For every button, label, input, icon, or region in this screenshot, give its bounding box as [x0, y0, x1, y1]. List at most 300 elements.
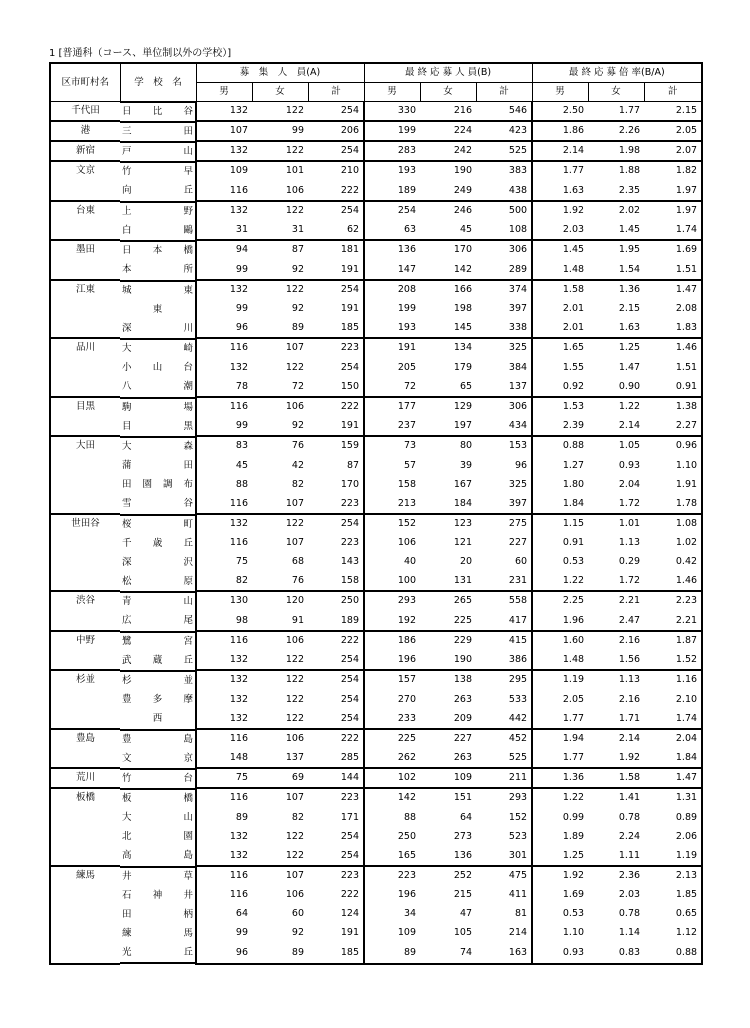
ratio-total: 0.96 — [644, 436, 702, 456]
capacity-male: 116 — [196, 631, 252, 651]
school-name — [120, 768, 195, 788]
capacity-female: 107 — [252, 338, 308, 358]
applicants-male: 237 — [364, 417, 420, 437]
header-group-a: 募 集 人 員(A) — [196, 63, 364, 83]
table-row — [50, 358, 702, 377]
capacity-male: 132 — [196, 201, 252, 221]
ratio-female: 1.01 — [588, 514, 644, 534]
capacity-total: 254 — [340, 361, 360, 373]
ratio-male: 1.22 — [532, 788, 588, 808]
capacity-male: 116 — [196, 788, 252, 808]
ratio-female: 1.11 — [618, 849, 641, 861]
school-name-char: 深 — [122, 322, 132, 334]
school-name-char: 田 — [183, 460, 193, 471]
ratio-male: 0.93 — [532, 943, 588, 964]
ratio-total: 2.06 — [644, 827, 702, 846]
capacity-total: 254 — [308, 201, 364, 221]
school-name-char: 日 — [122, 106, 132, 117]
school-name-char: 早 — [183, 166, 193, 177]
table-row — [50, 709, 702, 729]
applicants-female: 167 — [453, 478, 473, 490]
header-group-b: 最 終 応 募 人 員(B) — [364, 63, 532, 83]
applicants-male: 199 — [364, 121, 420, 141]
capacity-total: 185 — [340, 322, 360, 333]
capacity-male: 94 — [196, 240, 252, 260]
school-name-char: 本 — [122, 264, 132, 275]
capacity-female: 122 — [252, 141, 308, 161]
applicants-total: 415 — [476, 631, 532, 651]
capacity-male: 132 — [196, 690, 252, 709]
school-name — [120, 141, 195, 161]
school-name-char: 松 — [122, 575, 132, 587]
ratio-male: 1.77 — [532, 161, 588, 181]
school-name — [120, 905, 195, 924]
ratio-male: 1.84 — [532, 494, 588, 514]
ratio-female: 2.14 — [618, 420, 641, 431]
table-row — [50, 221, 702, 241]
school-name-char: 三 — [122, 126, 132, 137]
school-name — [120, 260, 195, 279]
ratio-female: 2.35 — [618, 184, 641, 196]
applicants-female: 184 — [453, 497, 473, 509]
applicants-total: 558 — [476, 591, 532, 611]
capacity-total: 222 — [308, 729, 364, 749]
table-row — [50, 161, 702, 181]
ratio-male: 2.01 — [532, 319, 588, 339]
applicants-female: 229 — [420, 631, 476, 651]
applicants-female: 273 — [453, 830, 473, 842]
ratio-total: 2.27 — [644, 417, 702, 437]
ratio-total: 2.04 — [644, 729, 702, 749]
ratio-total: 1.97 — [644, 181, 702, 201]
applicants-male: 73 — [364, 436, 420, 456]
applicants-male: 223 — [364, 866, 420, 886]
applicants-total: 386 — [508, 654, 528, 665]
ratio-male: 1.55 — [532, 358, 588, 377]
applicants-total: 546 — [476, 102, 532, 122]
ratio-total: 1.87 — [644, 631, 702, 651]
applicants-total: 325 — [508, 478, 528, 490]
applicants-female: 64 — [459, 811, 473, 823]
capacity-female: 106 — [252, 631, 308, 651]
school-name-char: 日 — [122, 245, 132, 256]
ratio-male: 1.15 — [532, 514, 588, 534]
school-name-char: 柄 — [183, 908, 193, 920]
ward-name — [50, 300, 120, 319]
school-name-char: 光 — [122, 946, 132, 958]
school-name-char: 野 — [183, 205, 193, 217]
school-name — [120, 827, 195, 846]
school-name — [120, 280, 195, 300]
capacity-female: 122 — [285, 712, 304, 724]
school-name — [120, 611, 195, 630]
capacity-male: 99 — [196, 260, 252, 280]
school-name-char: 原 — [183, 575, 193, 587]
capacity-total: 191 — [340, 927, 360, 938]
capacity-total: 254 — [340, 849, 360, 861]
table-row — [50, 631, 702, 651]
capacity-female: 122 — [252, 280, 308, 300]
school-name — [120, 300, 195, 319]
capacity-total: 124 — [340, 908, 360, 919]
ratio-male: 1.65 — [532, 338, 588, 358]
capacity-male: 132 — [196, 846, 252, 866]
header-total: 計 — [308, 83, 364, 102]
applicants-male: 34 — [364, 905, 420, 924]
ratio-male: 2.39 — [532, 417, 588, 437]
ratio-male: 0.88 — [532, 436, 588, 456]
ward-name — [50, 417, 120, 437]
ratio-total: 0.89 — [644, 808, 702, 827]
school-name-char: 山 — [152, 362, 163, 373]
applicants-male: 250 — [364, 827, 420, 846]
applicants-male: 100 — [364, 572, 420, 592]
table-body — [50, 102, 702, 964]
table-row — [50, 280, 702, 300]
ratio-male: 1.19 — [532, 670, 588, 690]
ratio-male: 0.91 — [532, 534, 588, 553]
applicants-female: 105 — [453, 927, 473, 938]
capacity-female: 42 — [291, 459, 304, 471]
applicants-female: 39 — [459, 459, 473, 471]
capacity-female: 122 — [285, 654, 304, 665]
capacity-total: 254 — [308, 280, 364, 300]
applicants-male: 262 — [364, 749, 420, 769]
school-name-char: 小 — [122, 362, 132, 373]
school-name-char: 白 — [122, 224, 132, 236]
ratio-male: 1.10 — [532, 924, 588, 943]
capacity-male: 116 — [196, 338, 252, 358]
ratio-total: 1.82 — [644, 161, 702, 181]
applicants-female: 47 — [459, 908, 473, 919]
school-name-char: 雪 — [122, 498, 132, 509]
ratio-male: 0.53 — [532, 905, 588, 924]
applicants-female: 227 — [420, 729, 476, 749]
applicants-male: 283 — [364, 141, 420, 161]
capacity-total: 223 — [308, 338, 364, 358]
capacity-male: 116 — [196, 181, 252, 201]
header-male: 男 — [196, 83, 252, 102]
school-name-char: 布 — [183, 479, 193, 490]
school-name — [120, 436, 195, 456]
ratio-female: 1.05 — [588, 436, 644, 456]
capacity-female: 122 — [252, 514, 308, 534]
capacity-female: 107 — [252, 866, 308, 886]
capacity-male: 75 — [196, 553, 252, 572]
school-name — [120, 338, 195, 358]
school-name-char: 潮 — [183, 381, 193, 392]
ratio-female: 1.72 — [618, 575, 641, 586]
table-row — [50, 514, 702, 534]
ratio-female: 2.21 — [588, 591, 644, 611]
capacity-total: 285 — [340, 752, 360, 763]
school-name — [120, 494, 195, 513]
school-name — [120, 709, 195, 728]
ratio-total: 1.74 — [644, 221, 702, 241]
capacity-female: 92 — [291, 420, 304, 431]
capacity-male: 78 — [196, 377, 252, 397]
capacity-female: 122 — [285, 849, 304, 861]
applicants-total: 374 — [476, 280, 532, 300]
school-name — [120, 161, 195, 181]
applicants-female: 225 — [453, 614, 473, 626]
capacity-total: 181 — [308, 240, 364, 260]
ratio-female: 1.58 — [588, 768, 644, 788]
ward-name: 墨田 — [50, 240, 120, 260]
ratio-total: 1.97 — [644, 201, 702, 221]
header-total: 計 — [644, 83, 702, 102]
table-row — [50, 141, 702, 161]
capacity-male: 107 — [196, 121, 252, 141]
capacity-male: 116 — [196, 729, 252, 749]
applicants-female: 109 — [420, 768, 476, 788]
ratio-total: 1.16 — [644, 670, 702, 690]
capacity-male: 99 — [196, 924, 252, 943]
table-row — [50, 886, 702, 905]
table-row — [50, 300, 702, 319]
ratio-male: 1.77 — [532, 749, 588, 769]
ratio-female: 1.88 — [588, 161, 644, 181]
table-row — [50, 729, 702, 749]
applicants-male: 213 — [364, 494, 420, 514]
ratio-total: 0.91 — [644, 377, 702, 397]
applicants-male: 40 — [364, 553, 420, 572]
school-name-char: 園 — [142, 479, 152, 490]
applicants-male: 158 — [364, 475, 420, 494]
ratio-female: 1.72 — [618, 497, 641, 509]
school-name-char: 板 — [122, 793, 132, 804]
capacity-total: 254 — [340, 830, 360, 842]
school-name-char: 山 — [183, 812, 193, 823]
capacity-total: 159 — [308, 436, 364, 456]
ratio-male: 1.53 — [532, 397, 588, 417]
school-name-char: 駒 — [122, 401, 132, 413]
table-row — [50, 260, 702, 280]
applicants-total: 525 — [508, 752, 528, 763]
school-name-char: 田 — [122, 908, 132, 920]
capacity-female: 101 — [252, 161, 308, 181]
ratio-female: 1.77 — [588, 102, 644, 122]
school-name-char: 本 — [152, 245, 163, 256]
school-name-char: 多 — [152, 694, 163, 705]
capacity-total: 87 — [346, 459, 360, 471]
ward-name: 中野 — [50, 631, 120, 651]
school-name-char: 場 — [183, 401, 193, 413]
applicants-female: 198 — [453, 303, 473, 314]
ward-name — [50, 943, 120, 964]
table-row — [50, 102, 702, 122]
applicants-total: 452 — [476, 729, 532, 749]
capacity-total: 222 — [308, 397, 364, 417]
school-name-char: 並 — [183, 675, 193, 686]
capacity-male: 64 — [196, 905, 252, 924]
applicants-total: 295 — [476, 670, 532, 690]
school-name-char: 八 — [122, 381, 132, 392]
ratio-total: 1.31 — [644, 788, 702, 808]
capacity-total: 191 — [340, 420, 360, 431]
applicants-female: 121 — [453, 537, 473, 548]
ratio-male: 2.01 — [532, 300, 588, 319]
school-name — [120, 572, 195, 591]
ratio-male: 1.25 — [532, 846, 588, 866]
capacity-female: 69 — [252, 768, 308, 788]
ratio-female: 0.93 — [618, 459, 641, 471]
ratio-male: 2.14 — [532, 141, 588, 161]
school-name-char: 竹 — [122, 166, 132, 177]
capacity-total: 191 — [340, 303, 360, 314]
ward-name: 渋谷 — [50, 591, 120, 611]
ward-name: 豊島 — [50, 729, 120, 749]
ratio-male: 0.92 — [532, 377, 588, 397]
applicants-total: 293 — [476, 788, 532, 808]
applicants-total: 231 — [508, 575, 528, 586]
capacity-male: 116 — [196, 866, 252, 886]
capacity-total: 143 — [340, 556, 360, 567]
header-total: 計 — [476, 83, 532, 102]
school-name-char: 橋 — [183, 793, 193, 804]
school-name — [120, 456, 195, 475]
applicants-total: 384 — [508, 361, 528, 373]
applicants-female: 265 — [420, 591, 476, 611]
ratio-total: 1.85 — [644, 886, 702, 905]
ratio-female: 1.71 — [618, 712, 641, 724]
capacity-male: 132 — [196, 141, 252, 161]
applicants-total: 275 — [476, 514, 532, 534]
applicants-total: 289 — [508, 263, 528, 275]
capacity-male: 98 — [196, 611, 252, 631]
ratio-total: 1.74 — [644, 709, 702, 729]
school-name-char: 城 — [122, 284, 132, 296]
header-ward: 区市町村名 — [50, 63, 120, 102]
applicants-female: 190 — [420, 161, 476, 181]
capacity-female: 120 — [252, 591, 308, 611]
applicants-total: 325 — [476, 338, 532, 358]
applicants-male: 225 — [364, 729, 420, 749]
school-name-char: 丘 — [183, 185, 193, 196]
capacity-female: 106 — [285, 184, 304, 196]
applicants-male: 208 — [364, 280, 420, 300]
ward-name: 大田 — [50, 436, 120, 456]
ratio-total: 2.15 — [644, 102, 702, 122]
applicants-total: 338 — [508, 322, 528, 333]
table-row — [50, 846, 702, 866]
ratio-total: 1.46 — [644, 338, 702, 358]
ratio-female: 1.92 — [618, 752, 641, 763]
capacity-male: 132 — [196, 280, 252, 300]
ward-name — [50, 221, 120, 241]
ratio-total: 0.65 — [644, 905, 702, 924]
school-name-char: 歳 — [152, 537, 163, 549]
school-name — [120, 181, 195, 200]
applicants-total: 383 — [476, 161, 532, 181]
applicants-male: 254 — [364, 201, 420, 221]
ward-name — [50, 260, 120, 280]
table-row — [50, 397, 702, 417]
capacity-total: 150 — [340, 380, 360, 392]
capacity-total: 210 — [308, 161, 364, 181]
applicants-female: 138 — [420, 670, 476, 690]
school-name-char: 所 — [183, 264, 193, 275]
capacity-female: 82 — [291, 478, 304, 490]
capacity-total: 250 — [308, 591, 364, 611]
school-name — [120, 631, 195, 651]
ratio-female: 2.14 — [588, 729, 644, 749]
capacity-male: 132 — [196, 102, 252, 122]
ward-name — [50, 846, 120, 866]
applicants-female: 170 — [420, 240, 476, 260]
school-name-char: 台 — [183, 362, 193, 373]
ratio-male: 2.03 — [532, 221, 588, 241]
ward-name — [50, 611, 120, 631]
capacity-female: 106 — [252, 397, 308, 417]
school-name-char: 山 — [183, 146, 193, 157]
school-name — [120, 651, 195, 670]
applicants-male: 136 — [364, 240, 420, 260]
school-name-char: 谷 — [183, 498, 193, 509]
capacity-total: 185 — [308, 943, 364, 964]
ratio-total: 0.42 — [644, 553, 702, 572]
applicants-male: 196 — [364, 651, 420, 671]
applicants-total: 397 — [508, 497, 528, 509]
ratio-total: 1.91 — [644, 475, 702, 494]
applicants-female: 142 — [453, 263, 473, 275]
ratio-female: 2.16 — [618, 693, 641, 705]
school-name-char: 丘 — [183, 946, 193, 958]
table-caption: 1 [普通科（コース、単位制以外の学校）] — [49, 48, 232, 59]
applicants-male: 270 — [364, 690, 420, 709]
table-row — [50, 456, 702, 475]
school-name-char: 崎 — [183, 343, 193, 354]
applicants-total: 397 — [508, 303, 528, 314]
school-name-char: 町 — [183, 518, 193, 530]
ward-name: 台東 — [50, 201, 120, 221]
ward-name — [50, 181, 120, 201]
applicants-male: 192 — [364, 611, 420, 631]
applicants-male: 88 — [364, 808, 420, 827]
table-row — [50, 475, 702, 494]
applicants-male: 109 — [364, 924, 420, 943]
ratio-female: 2.36 — [588, 866, 644, 886]
capacity-male: 96 — [196, 943, 252, 964]
capacity-female: 92 — [291, 927, 304, 938]
capacity-total: 170 — [340, 478, 360, 490]
applicants-total: 60 — [514, 556, 528, 567]
school-name-char: 橋 — [183, 245, 193, 256]
ward-name: 港 — [50, 121, 120, 141]
ratio-female: 2.26 — [588, 121, 644, 141]
applicants-male: 72 — [364, 377, 420, 397]
ward-name — [50, 456, 120, 475]
capacity-female: 99 — [252, 121, 308, 141]
table-row — [50, 534, 702, 553]
ward-name — [50, 651, 120, 671]
ratio-male: 1.27 — [532, 456, 588, 475]
ratio-female: 0.78 — [618, 811, 641, 823]
table-row — [50, 808, 702, 827]
table-row — [50, 201, 702, 221]
table-row — [50, 240, 702, 260]
applicants-male: 142 — [364, 788, 420, 808]
school-name-char: 西 — [152, 713, 163, 724]
table-row — [50, 181, 702, 201]
table-row — [50, 436, 702, 456]
capacity-male: 130 — [196, 591, 252, 611]
school-name-char: 向 — [122, 185, 132, 196]
ratio-total: 2.05 — [644, 121, 702, 141]
application-statistics-table — [49, 62, 703, 965]
applicants-male: 233 — [364, 709, 420, 729]
capacity-total: 189 — [340, 614, 360, 626]
